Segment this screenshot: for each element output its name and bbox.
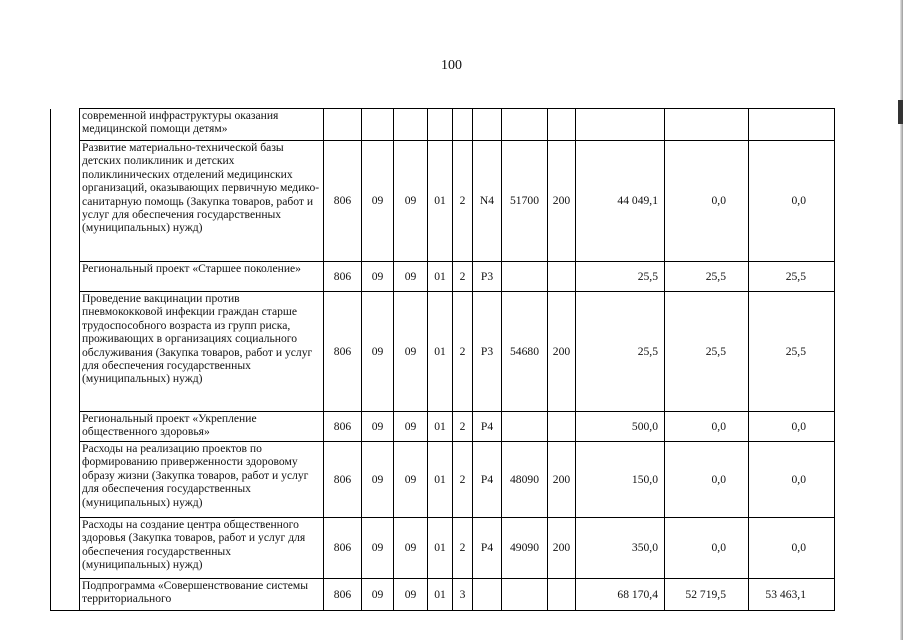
- subprogram-code: 3: [453, 579, 473, 611]
- amount-year-3: 25,5: [749, 262, 835, 292]
- direction-code: [502, 412, 548, 442]
- direction-code: [502, 262, 548, 292]
- table-row: [51, 141, 835, 262]
- row-description: Развитие материально-технической базы детских поликлиник и детских поликлинических отделений медицинских организаций, оказывающих первичную медико-санитарную помощь (Закупка товаров, работ и услуг для обеспечения государственных (муниципальных) нужд): [80, 141, 324, 262]
- project-code: [473, 579, 502, 611]
- program-code: 01: [428, 141, 453, 262]
- table-row: [51, 412, 835, 442]
- section-code: 09: [362, 141, 394, 262]
- amount-year-1: 500,0: [576, 412, 665, 442]
- row-description: Подпрограмма «Совершенствование системы территориального: [80, 579, 324, 611]
- table-row: [51, 518, 835, 579]
- project-code: N4: [473, 141, 502, 262]
- section-code: 09: [362, 292, 394, 412]
- amount-year-2: 25,5: [665, 292, 749, 412]
- amount-year-3: 0,0: [749, 412, 835, 442]
- amount-year-2: 25,5: [665, 262, 749, 292]
- expense-type-code: [548, 109, 576, 141]
- ministry-code: 806: [324, 141, 362, 262]
- direction-code: 49090: [502, 518, 548, 579]
- expense-type-code: 200: [548, 518, 576, 579]
- expense-type-code: [548, 579, 576, 611]
- ministry-code: 806: [324, 442, 362, 518]
- direction-code: 51700: [502, 141, 548, 262]
- row-description: Проведение вакцинации против пневмококковой инфекции граждан старше трудоспособного возраста из групп риска, проживающих в организациях социального обслуживания (Закупка товаров, работ и услуг для обеспечения государственных (муниципальных) нужд): [80, 292, 324, 412]
- expense-type-code: 200: [548, 292, 576, 412]
- amount-year-2: 0,0: [665, 518, 749, 579]
- program-code: 01: [428, 579, 453, 611]
- table-row: [51, 262, 835, 292]
- ministry-code: 806: [324, 579, 362, 611]
- project-code: P4: [473, 442, 502, 518]
- amount-year-3: 0,0: [749, 141, 835, 262]
- subprogram-code: 2: [453, 262, 473, 292]
- row-description: Региональный проект «Старшее поколение»: [80, 262, 324, 292]
- amount-year-3: 53 463,1: [749, 579, 835, 611]
- subprogram-code: 2: [453, 141, 473, 262]
- amount-year-1: 25,5: [576, 262, 665, 292]
- amount-year-1: 25,5: [576, 292, 665, 412]
- scan-mark: [898, 100, 903, 124]
- amount-year-1: 44 049,1: [576, 141, 665, 262]
- subprogram-code: 2: [453, 442, 473, 518]
- row-description: Расходы на создание центра общественного здоровья (Закупка товаров, работ и услуг для обеспечения государственных (муниципальных) нужд): [80, 518, 324, 579]
- subsection-code: 09: [394, 412, 428, 442]
- project-code: P3: [473, 262, 502, 292]
- section-code: 09: [362, 579, 394, 611]
- section-code: 09: [362, 518, 394, 579]
- section-code: 09: [362, 412, 394, 442]
- amount-year-2: 52 719,5: [665, 579, 749, 611]
- amount-year-1: 150,0: [576, 442, 665, 518]
- program-code: 01: [428, 262, 453, 292]
- table-row: [51, 292, 835, 412]
- expense-type-code: 200: [548, 442, 576, 518]
- table-row: [51, 579, 835, 611]
- budget-table: [50, 108, 835, 611]
- amount-year-1: 68 170,4: [576, 579, 665, 611]
- project-code: P4: [473, 412, 502, 442]
- expense-type-code: [548, 412, 576, 442]
- expense-type-code: [548, 262, 576, 292]
- section-code: 09: [362, 442, 394, 518]
- subprogram-code: 2: [453, 518, 473, 579]
- subsection-code: [394, 109, 428, 141]
- project-code: P3: [473, 292, 502, 412]
- direction-code: 54680: [502, 292, 548, 412]
- ministry-code: [324, 109, 362, 141]
- subprogram-code: [453, 109, 473, 141]
- direction-code: [502, 579, 548, 611]
- row-description: современной инфраструктуры оказания медицинской помощи детям»: [80, 109, 324, 141]
- section-code: [362, 109, 394, 141]
- amount-year-3: 0,0: [749, 518, 835, 579]
- page-number: 100: [441, 58, 462, 73]
- table-row: [51, 109, 835, 141]
- amount-year-1: [576, 109, 665, 141]
- program-code: [428, 109, 453, 141]
- subsection-code: 09: [394, 292, 428, 412]
- program-code: 01: [428, 412, 453, 442]
- subsection-code: 09: [394, 518, 428, 579]
- direction-code: 48090: [502, 442, 548, 518]
- ministry-code: 806: [324, 412, 362, 442]
- section-code: 09: [362, 262, 394, 292]
- row-description: Региональный проект «Укрепление общественного здоровья»: [80, 412, 324, 442]
- project-code: P4: [473, 518, 502, 579]
- subsection-code: 09: [394, 442, 428, 518]
- ministry-code: 806: [324, 518, 362, 579]
- subprogram-code: 2: [453, 412, 473, 442]
- amount-year-2: [665, 109, 749, 141]
- program-code: 01: [428, 292, 453, 412]
- subsection-code: 09: [394, 141, 428, 262]
- project-code: [473, 109, 502, 141]
- amount-year-2: 0,0: [665, 412, 749, 442]
- amount-year-1: 350,0: [576, 518, 665, 579]
- ministry-code: 806: [324, 292, 362, 412]
- subsection-code: 09: [394, 579, 428, 611]
- amount-year-3: 0,0: [749, 442, 835, 518]
- row-description: Расходы на реализацию проектов по формированию приверженности здоровому образу жизни (Закупка товаров, работ и услуг для обеспечения государственных (муниципальных) нужд): [80, 442, 324, 518]
- expense-type-code: 200: [548, 141, 576, 262]
- direction-code: [502, 109, 548, 141]
- program-code: 01: [428, 518, 453, 579]
- program-code: 01: [428, 442, 453, 518]
- ministry-code: 806: [324, 262, 362, 292]
- subsection-code: 09: [394, 262, 428, 292]
- amount-year-2: 0,0: [665, 141, 749, 262]
- amount-year-3: 25,5: [749, 292, 835, 412]
- amount-year-2: 0,0: [665, 442, 749, 518]
- subprogram-code: 2: [453, 292, 473, 412]
- amount-year-3: [749, 109, 835, 141]
- table-row: [51, 442, 835, 518]
